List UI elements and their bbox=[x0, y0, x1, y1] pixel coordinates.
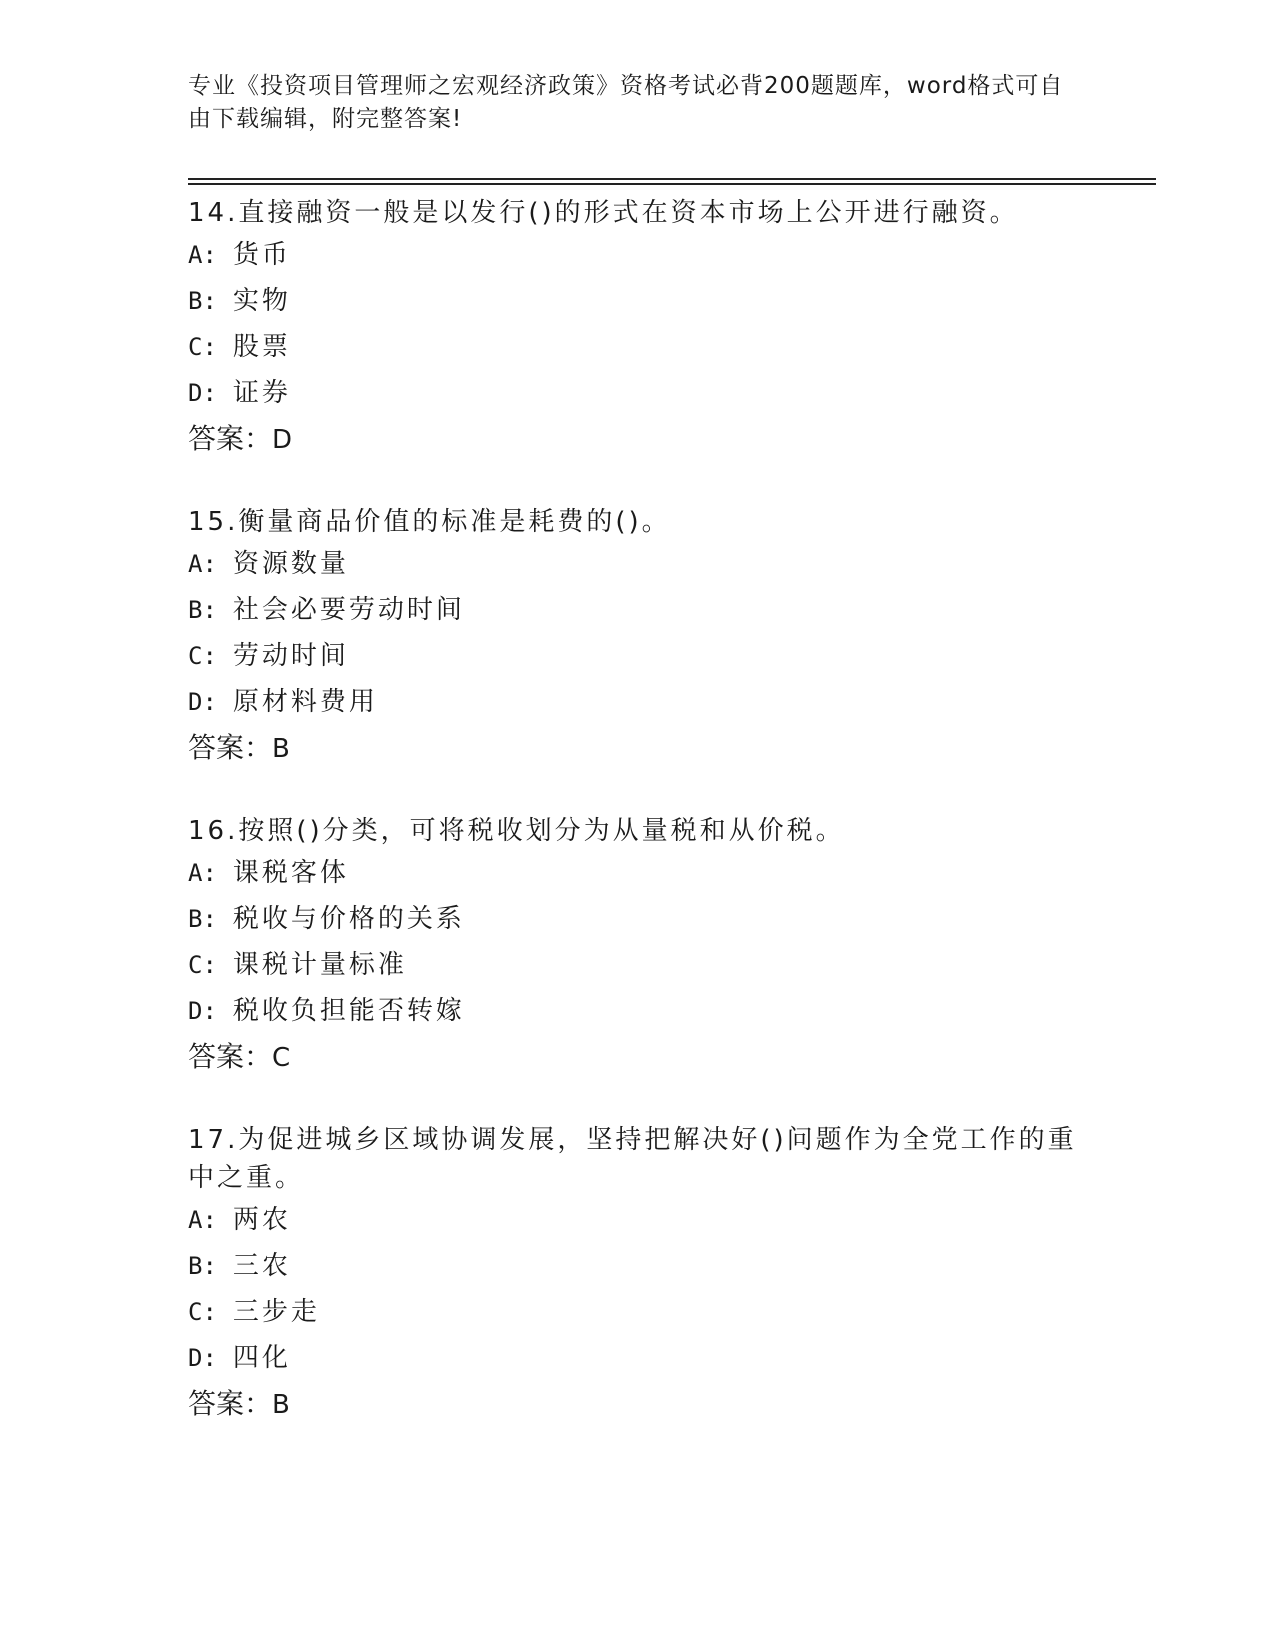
option-text: 股票 bbox=[232, 332, 291, 362]
option-letter: A: bbox=[188, 241, 217, 269]
option-letter: B: bbox=[188, 596, 217, 624]
option-d bbox=[188, 1335, 1088, 1381]
option-text: 实物 bbox=[232, 286, 291, 316]
answer-label: 答案： bbox=[188, 422, 273, 455]
answer-value: B bbox=[272, 734, 290, 764]
option-text: 课税计量标准 bbox=[232, 950, 407, 980]
option-text: 四化 bbox=[232, 1343, 291, 1373]
option-letter: D: bbox=[188, 688, 217, 716]
answer-value: D bbox=[272, 425, 293, 455]
option-a bbox=[188, 850, 1088, 896]
question-list bbox=[188, 188, 1088, 1468]
header-divider-top bbox=[188, 178, 1156, 180]
option-letter: A: bbox=[188, 859, 217, 887]
option-d bbox=[188, 988, 1088, 1034]
option-text: 三步走 bbox=[232, 1297, 320, 1327]
option-text: 税收负担能否转嫁 bbox=[232, 996, 465, 1026]
option-b bbox=[188, 278, 1088, 324]
answer-value: C bbox=[272, 1043, 291, 1073]
question-14 bbox=[188, 194, 1088, 463]
option-text: 三农 bbox=[232, 1251, 291, 1281]
answer-value: B bbox=[272, 1390, 290, 1420]
question-16 bbox=[188, 812, 1088, 1081]
answer-line bbox=[188, 1381, 1088, 1428]
answer-label: 答案： bbox=[188, 1040, 273, 1073]
option-letter: D: bbox=[188, 379, 217, 407]
option-text: 社会必要劳动时间 bbox=[232, 595, 465, 625]
option-b bbox=[188, 1243, 1088, 1289]
option-b bbox=[188, 587, 1088, 633]
answer-label: 答案： bbox=[188, 1387, 273, 1420]
question-title: 14.直接融资一般是以发行()的形式在资本市场上公开进行融资。 bbox=[188, 198, 1019, 228]
option-letter: A: bbox=[188, 1206, 217, 1234]
option-c bbox=[188, 1289, 1088, 1335]
answer-line bbox=[188, 1034, 1088, 1081]
option-letter: C: bbox=[188, 951, 217, 979]
option-text: 证券 bbox=[232, 378, 291, 408]
option-d bbox=[188, 370, 1088, 416]
question-title: 17.为促进城乡区域协调发展，坚持把解决好()问题作为全党工作的重中之重。 bbox=[188, 1125, 1077, 1193]
option-a bbox=[188, 541, 1088, 587]
option-text: 税收与价格的关系 bbox=[232, 904, 465, 934]
option-c bbox=[188, 633, 1088, 679]
option-letter: D: bbox=[188, 997, 217, 1025]
option-letter: C: bbox=[188, 333, 217, 361]
option-letter: A: bbox=[188, 550, 217, 578]
option-text: 资源数量 bbox=[232, 549, 349, 579]
option-c bbox=[188, 942, 1088, 988]
question-17 bbox=[188, 1121, 1088, 1428]
question-title: 15.衡量商品价值的标准是耗费的()。 bbox=[188, 507, 671, 537]
option-letter: C: bbox=[188, 642, 217, 670]
option-text: 货币 bbox=[232, 240, 291, 270]
option-letter: B: bbox=[188, 1252, 217, 1280]
option-text: 两农 bbox=[232, 1205, 291, 1235]
option-c bbox=[188, 324, 1088, 370]
option-text: 原材料费用 bbox=[232, 687, 378, 717]
option-a bbox=[188, 232, 1088, 278]
answer-line bbox=[188, 725, 1088, 772]
option-text: 劳动时间 bbox=[232, 641, 349, 671]
option-letter: B: bbox=[188, 287, 217, 315]
option-a bbox=[188, 1197, 1088, 1243]
document-header: 专业《投资项目管理师之宏观经济政策》资格考试必背200题题库，word格式可自由下载编辑，附完整答案! bbox=[188, 73, 1064, 132]
option-letter: C: bbox=[188, 1298, 217, 1326]
option-d bbox=[188, 679, 1088, 725]
option-letter: B: bbox=[188, 905, 217, 933]
option-letter: D: bbox=[188, 1344, 217, 1372]
question-15 bbox=[188, 503, 1088, 772]
answer-label: 答案： bbox=[188, 731, 273, 764]
header-divider-bottom bbox=[188, 183, 1156, 185]
option-b bbox=[188, 896, 1088, 942]
option-text: 课税客体 bbox=[232, 858, 349, 888]
answer-line bbox=[188, 416, 1088, 463]
question-title: 16.按照()分类，可将税收划分为从量税和从价税。 bbox=[188, 816, 845, 846]
